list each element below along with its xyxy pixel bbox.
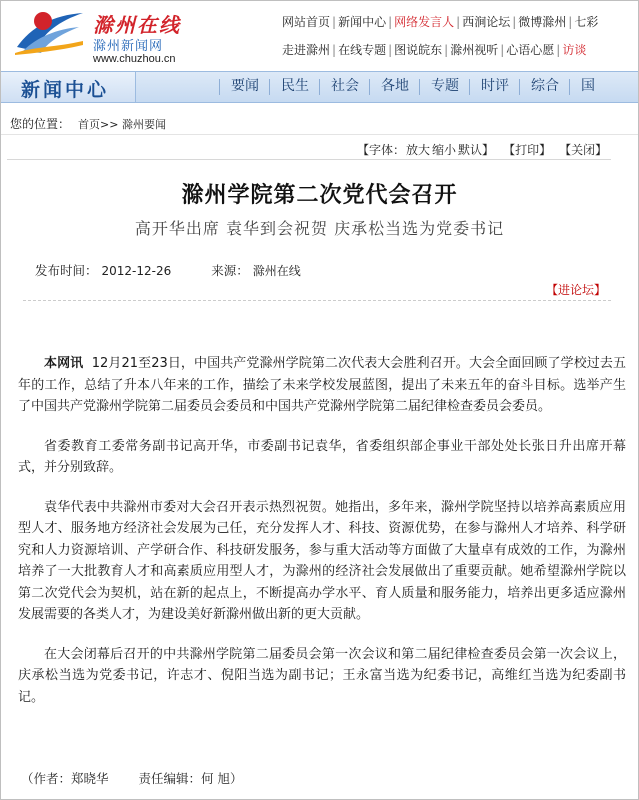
main-nav-bar — [1, 71, 638, 103]
article-paragraph-4: 在大会闭幕后召开的中共滁州学院第二届委员会第一次会议和第二届纪律检查委员会第一次会议上，庆承松当选为党委书记，许志才、倪阳当选为副书记；王永富当选为纪委书记，高维红当选为纪委副书记。 — [18, 646, 626, 705]
divider — [1, 134, 638, 135]
author-name: 郑晓华 — [71, 771, 109, 786]
top-link-news-center[interactable]: 新闻中心 — [338, 15, 387, 29]
site-header — [1, 1, 638, 71]
top-links-row-1: 网站首页 | 新闻中心 | 网络发言人 | 西涧论坛 | 微博滁州 | 七彩 — [282, 15, 599, 29]
print-link[interactable]: 【打印】 — [503, 143, 552, 157]
top-links — [282, 12, 639, 68]
article-body — [18, 353, 626, 726]
article-meta — [35, 261, 301, 279]
forum-link[interactable]: 【进论坛】 — [546, 283, 607, 297]
top-link-weibo[interactable]: 微博滁州 — [518, 15, 567, 29]
breadcrumb-label: 您的位置： — [10, 117, 71, 131]
publish-time-label: 发布时间： — [35, 263, 98, 278]
nav-item-livelihood[interactable]: 民生 — [269, 72, 319, 102]
font-shrink-link[interactable]: 缩小 — [432, 143, 457, 157]
publish-time: 2012-12-26 — [101, 264, 172, 278]
divider — [23, 300, 611, 301]
top-link-explore-chuzhou[interactable]: 走进滁州 — [282, 43, 331, 57]
article-paragraph-1 — [18, 353, 626, 418]
article-subtitle: 高开华出席 袁华到会祝贺 庆承松当选为党委书记 — [134, 219, 505, 238]
nav-item-national[interactable]: 国 — [569, 72, 605, 102]
top-link-topics[interactable]: 在线专题 — [338, 43, 387, 57]
logo-subtitle: 滁州新闻网 — [93, 39, 164, 54]
close-link[interactable]: 【关闭】 — [559, 143, 608, 157]
nav-item-headlines[interactable]: 要闻 — [219, 72, 269, 102]
top-link-qicai[interactable]: 七彩 — [574, 15, 599, 29]
font-enlarge-link[interactable]: 放大 — [406, 143, 431, 157]
nav-item-commentary[interactable]: 时评 — [469, 72, 519, 102]
article-tools — [357, 141, 607, 158]
logo-title[interactable]: 滁州在线 — [93, 13, 181, 37]
font-default-link[interactable]: 默认】 — [458, 143, 495, 157]
editor-label: 责任编辑： — [138, 771, 202, 786]
article-title: 滁州学院第二次党代会召开 — [181, 182, 458, 208]
source-label: 来源： — [211, 263, 249, 278]
top-link-interview[interactable]: 访谈 — [562, 43, 587, 57]
source: 滁州在线 — [252, 264, 301, 278]
author-label: （作者： — [21, 771, 72, 786]
font-size-label: 【字体： — [357, 143, 406, 157]
article-paragraph-2: 省委教育工委常务副书记高开华，市委副书记袁华，省委组织部企事业干部处处长张日升出席开幕式，并分别致辞。 — [18, 438, 626, 475]
top-link-forum[interactable]: 西涧论坛 — [462, 15, 511, 29]
top-link-spokesperson[interactable]: 网络发言人 — [394, 15, 455, 29]
top-link-wishes[interactable]: 心语心愿 — [506, 43, 555, 57]
article-paragraph-3: 袁华代表中共滁州市委对大会召开表示热烈祝贺。她指出，多年来，滁州学院坚持以培养高素质应用型人才、服务地方经济社会发展为己任，充分发挥人才、科技、资源优势，在参与滁州人才培养、科学研究和人力资源培训、产学研合作、科技研发服务，参与重大活动等方面做了大量卓有成效的工作，为滁州培养了一大批教育人才和高素质应用型人才，为滁州的经济社会发展做出了重要贡献。她希望滁州学院以第二次党代会为契机，站在新的起点上，不断提高办学水平、育人质量和服务能力，培养出更多适应滁州发展需要的各类人才，为建设美好新滁州做出新的更大贡献。 — [18, 499, 626, 622]
top-link-video[interactable]: 滁州视听 — [450, 43, 499, 57]
logo-url: www.chuzhou.cn — [93, 53, 176, 65]
article-byline — [21, 769, 243, 787]
nav-section-title-text: 新闻中心 — [21, 79, 110, 101]
breadcrumb — [10, 115, 166, 132]
nav-items — [219, 72, 605, 102]
top-links-row-2: 走进滁州 | 在线专题 | 图说皖东 | 滁州视听 | 心语心愿 | 访谈 — [282, 43, 587, 57]
article-lead: 本网讯 — [44, 356, 84, 371]
nav-item-society[interactable]: 社会 — [319, 72, 369, 102]
nav-item-topics[interactable]: 专题 — [419, 72, 469, 102]
divider — [7, 159, 611, 160]
breadcrumb-path[interactable]: 首页>> 滁州要闻 — [78, 118, 166, 131]
nav-section-title — [1, 72, 136, 102]
top-link-home[interactable]: 网站首页 — [282, 15, 331, 29]
top-link-photos[interactable]: 图说皖东 — [394, 43, 443, 57]
nav-item-regions[interactable]: 各地 — [369, 72, 419, 102]
editor-name: 何 旭） — [201, 771, 243, 786]
article-paragraph-1-text: 12月21至23日，中国共产党滁州学院第二次代表大会胜利召开。大会全面回顾了学校过去五年的工作，总结了升本八年来的工作，描绘了未来学校发展蓝图，提出了未来五年的奋斗目标。选举产生了中国共产党滁州学院第二届委员会委员和中国共产党滁州学院第二届纪律检查委员会委员。 — [18, 356, 626, 414]
logo-swoosh-icon[interactable] — [13, 7, 85, 57]
nav-item-general[interactable]: 综合 — [519, 72, 569, 102]
